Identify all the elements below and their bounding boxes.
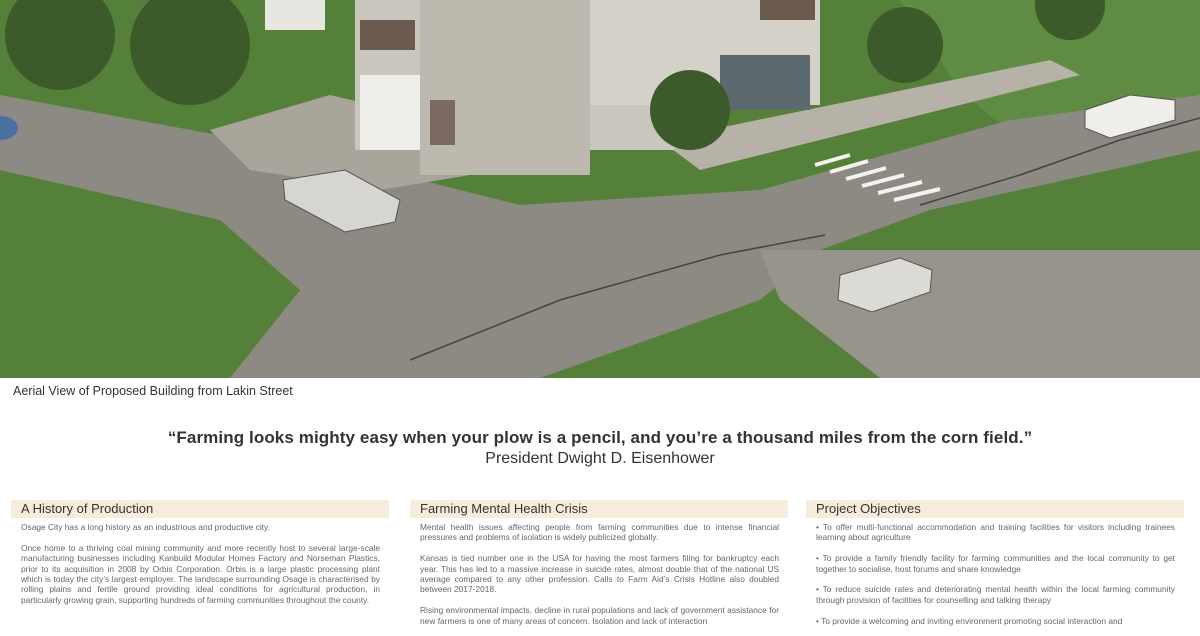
quote-author: President Dwight D. Eisenhower (485, 450, 715, 467)
objective-item: • To reduce suicide rates and deteriorating mental health within the local farming community through provision of facilities for counselling and talking therapy (816, 584, 1175, 605)
image-caption: Aerial View of Proposed Building from Lakin Street (13, 384, 293, 398)
objectives-section (806, 500, 1184, 636)
objective-item: • To provide a family friendly facility for farming communities and the local community to get together to socialise, host forums and share knowledge (816, 553, 1175, 574)
paragraph: Osage City has a long history as an industrious and productive city. (21, 522, 270, 532)
paragraph: Mental health issues affecting people from farming communities due to intense financial pressures and problems of isolation is widely publicized globally. (420, 522, 779, 543)
mental-health-section (410, 500, 788, 636)
paragraph: Once home to a thriving coal mining community and more recently host to several large-scale manufacturing businesses including Kanbuild Modular Homes Factory and Norseman Plastics, prior to its acquisition in 2008 by Orbis Corporation. Orbis is a large plastic processing plant which is today the city’s largest employer. The landscape surrounding Osage is characterised by rolling plains and fertile ground providing ideal conditions for agricultural production, in particularly growing grain, supporting hundreds of farming communities throughout the county. (21, 542, 380, 605)
objective-item: • To provide a welcoming and inviting environment promoting social interaction and (816, 615, 1123, 626)
section-body (410, 518, 788, 626)
paragraph: Kansas is tied number one in the USA for having the most farmers filing for bankruptcy each year. This has led to a massive increase in suicide rates, almost double that of the national US average compared to any other profession. Calls to Farm Aid’s Crisis Hotline also doubled between 2017-2018. (420, 553, 779, 595)
section-body (11, 518, 389, 605)
section-heading: Farming Mental Health Crisis (410, 500, 788, 518)
quote-block (0, 428, 1200, 468)
objective-item: • To offer multi-functional accommodation and training facilities for visitors including trainees learning about agriculture (816, 522, 1175, 543)
quote-text: “Farming looks mighty easy when your plow is a pencil, and you’re a thousand miles from the corn field.” (167, 428, 1033, 447)
paragraph: Rising environmental impacts, decline in rural populations and lack of government assistance for new farmers is one of many areas of concern. Isolation and lack of interaction (420, 605, 779, 626)
history-section (11, 500, 389, 616)
section-heading: A History of Production (11, 500, 389, 518)
neighbouring-house (265, 0, 325, 30)
section-heading: Project Objectives (806, 500, 1184, 518)
section-body (806, 518, 1184, 626)
